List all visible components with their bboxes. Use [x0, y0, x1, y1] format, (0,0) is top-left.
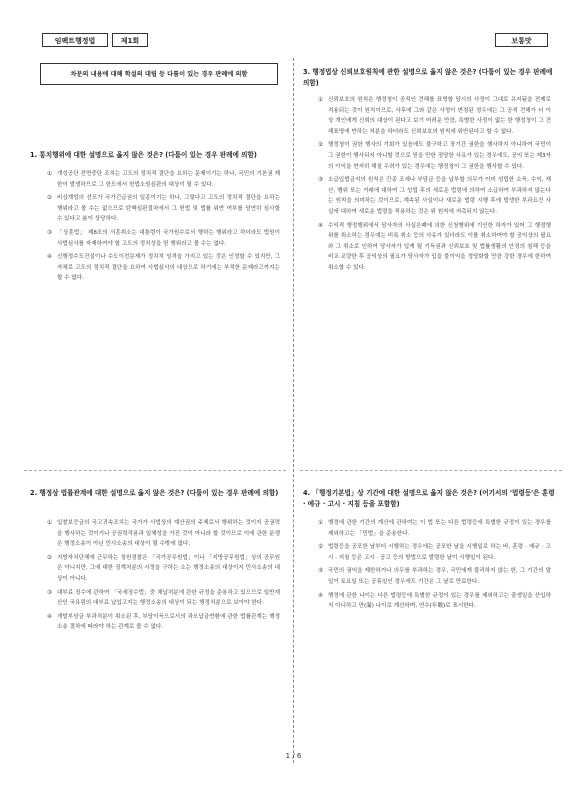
question-3-title: 3. 행정법상 신뢰보호원칙에 관한 설명으로 옳지 않은 것은? (다툼이 있는 경우 판례에 의함)	[303, 68, 553, 87]
round-label: 제1회	[112, 33, 148, 47]
question-4-option-2[interactable]	[318, 542, 551, 563]
question-1-option-2[interactable]	[47, 193, 280, 225]
question-1-option-4[interactable]	[47, 252, 280, 284]
column-divider	[293, 58, 294, 763]
option-number: ②	[47, 195, 53, 202]
option-number: ③	[47, 229, 53, 236]
question-1-title: 1. 통치행위에 대한 설명으로 옳지 않은 것은? (다툼이 있는 경우 판례에 의함)	[30, 151, 257, 159]
option-text: 국민의 권익을 제한하거나 의무를 부과하는 경우, 국민에게 불리하지 않는 한, 그 기간의 말일이 토요일 또는 공휴일인 경우에도 기간은 그 날로 만료한다.	[328, 568, 551, 585]
question-3-option-3[interactable]	[318, 175, 551, 217]
page-number: 1 / 6	[285, 752, 302, 760]
question-2-option-2[interactable]	[47, 553, 280, 585]
question-2-option-1[interactable]	[47, 518, 280, 550]
question-3-option-1[interactable]	[318, 95, 551, 137]
question-2-title: 2. 행정상 법률관계에 대한 설명으로 옳지 않은 것은? (다툼이 있는 경우 판례에 의함)	[30, 489, 279, 497]
option-text: 「상훈법」 제8조의 서훈취소는 대통령이 국가원수로서 행하는 행위라고 하더라도 법원이 사법심사를 자제하여야 할 고도의 정치성을 띤 행위라고 볼 수는 없다.	[57, 229, 280, 247]
option-number: ②	[318, 142, 324, 149]
question-3-option-2[interactable]	[318, 140, 551, 172]
option-number: ③	[318, 177, 324, 184]
instruction-box: 차문의 내용에 대해 학설의 대립 등 다툼이 있는 경우 판례에 의함	[40, 63, 278, 85]
difficulty-label: 보통맛	[495, 33, 548, 47]
right-row-divider	[300, 470, 562, 471]
question-1-option-1[interactable]	[47, 169, 280, 190]
left-row-divider	[24, 470, 286, 471]
option-text: 신행정수도건설이나 수도이전문제가 정치적 성격을 가지고 있는 것은 인정할 수 있지만, 그 자체로 고도의 정치적 결단을 요하여 사법심사의 대상으로 하기에는 부적한 문제라고까지는 할 수 없다.	[57, 254, 280, 282]
option-number: ④	[47, 613, 53, 620]
question-4-option-3[interactable]	[318, 566, 551, 587]
option-number: ①	[47, 171, 53, 177]
option-number: ③	[318, 568, 324, 575]
question-2-option-3[interactable]	[47, 588, 280, 609]
option-text: 비상계엄의 선포가 국가긴급권의 일종이기는 하나, 그렇다고 고도의 정치적 결단을 요하는 행위라고 볼 수는 없으므로 탄핵심판절차에서 그 헌법 및 법률 위반 여부를 당연히 심사할 수 있다고 봄이 상당하다.	[57, 195, 280, 223]
option-text: 행정에 관한 기간의 계산에 관하여는 이 법 또는 다른 법령등에 특별한 규정이 있는 경우를 제외하고는 「민법」을 준용한다.	[328, 520, 551, 537]
question-1-option-3[interactable]	[47, 228, 280, 249]
option-number: ④	[318, 222, 324, 229]
question-2-option-4[interactable]	[47, 612, 280, 633]
option-number: ③	[47, 589, 53, 596]
option-text: 개성공단 전면중단 조치는 고도의 정치적 결단을 요하는 문제이기는 하나, 국민의 기본권 제한이 발생하므로 그 한도에서 헌법소원심판의 대상이 될 수 있다.	[57, 171, 280, 188]
option-number: ④	[47, 254, 53, 261]
option-number: ②	[47, 554, 53, 561]
question-1-options	[47, 169, 280, 287]
option-text: 개발부담금 부과처분이 취소된 후, 부당이득으로서의 과오납금반환에 관한 법률관계는 행정소송 절차에 따라야 하는 관계로 볼 수 없다.	[57, 613, 280, 631]
option-text: 행정청이 권한 행사의 기회가 있음에도 불구하고 장기간 권한을 행사하지 아니하여 국민이 그 권한이 행사되지 아니할 것으로 믿을 만한 정당한 사유가 있는 경우에도, 공익 또는 제3자의 이익을 현저히 해칠 우려가 있는 경우에는 행정청이 그 권한을 행사할 수 있다.	[328, 142, 551, 170]
option-text: 법령등을 공포한 날부터 시행하는 경우에는 공포한 날을 시행일로 하는 바, 훈령 · 예규 · 고시 · 지침 등은 고시 · 공고 등의 방법으로 발령한 날이 시행일이 된다.	[328, 544, 551, 561]
option-text: 수익적 행정행위에서 당사자의 사실은폐에 의한 신청행위에 기인한 하자가 있어 그 행정행위를 취소하는 경우에는 비록 취소 등의 사유가 있더라도 이를 취소하여야 할 공익상의 필요와 그 취소로 인하여 당사자가 입게 될 기득권과 신뢰보호 및 법률생활의 안정의 침해 등을 비교·교량한 후 공익상의 필요가 당사자가 입을 불이익을 정당화할 만큼 강한 경우에 한하여 취소할 수 있다.	[328, 222, 551, 271]
option-number: ①	[318, 97, 324, 103]
option-text: 대부료 징수에 관하여 「국세징수법」중 체납처분에 관한 규정을 준용하고 있으므로 일반재산인 국유림의 대부료 납입고지는 행정소송의 대상이 되는 행정처분으로 보아야 한다.	[57, 589, 280, 607]
question-4-option-1[interactable]	[318, 518, 551, 539]
option-number: ①	[318, 520, 324, 526]
option-text: 행정에 관한 나이는 다른 법령등에 특별한 규정이 있는 경우를 제외하고는 출생일을 산입하지 아니하고 만(滿) 나이로 계산하며, 연수(年數)로 표시한다.	[328, 592, 551, 610]
option-number: ②	[318, 544, 324, 551]
option-text: 입찰보증금의 국고귀속조치는 국가가 사법상의 재산권의 주체로서 행위하는 것이지 공권력을 행사하는 것이거나 공권력작용과 일체성을 가진 것이 아니라 할 것이므로 이에 관한 분쟁은 행정소송이 아닌 민사소송의 대상이 될 수밖에 없다.	[57, 520, 280, 548]
question-4-options	[318, 518, 551, 615]
option-number: ①	[47, 520, 53, 526]
option-text: 소급입법금지의 원칙은 간종 조세나 부담금 등을 납부할 의무가 이미 성립한 소득, 수익, 재산, 행위 또는 거래에 대하여 그 성립 후의 새로운 법령에 의하여 소급하여 부과하지 않는다는 원칙을 의미하는 것이므로, 계속된 사실이나 새로운 법령 시행 후에 발생한 부과요건 사실에 대하여 새로운 법령을 적용하는 것은 위 원칙에 저촉되지 않는다.	[328, 177, 551, 215]
question-4-option-4[interactable]	[318, 591, 551, 612]
question-3-options	[318, 95, 551, 277]
question-4-title: 4. 「행정기본법」상 기간에 대한 설명으로 옳지 않은 것은? (어기서의 '법령등'은 훈령 · 예규 · 고시 · 지침 등을 포함함)	[303, 489, 555, 508]
option-text: 지방자치단체에 근무하는 청원경찰은 「국가공무원법」이나 「지방공무원법」상의 공무원은 아니지만, 그에 대한 징계처분의 시정을 구하는 소는 행정소송의 대상이지 민사소송의 대상이 아니다.	[57, 554, 280, 582]
question-2-options	[47, 518, 280, 636]
question-3-option-4[interactable]	[318, 221, 551, 274]
option-number: ④	[318, 592, 324, 599]
option-text: 신뢰보호의 원칙은 행정청이 공적인 견해를 표명할 당시의 사정이 그대로 유지됨을 전제로 적용되는 것이 원칙이므로, 사후에 그와 같은 사정이 변경된 경우에는 그 공적 견해가 더 이상 개인에게 신뢰의 대상이 된다고 보기 어려운 만큼, 특별한 사정이 없는 한 행정청이 그 견해표명에 반하는 처분을 하더라도 신뢰보호의 원칙에 위반된다고 할 수 없다.	[328, 97, 551, 135]
subject-label: 임팩트행정법	[42, 33, 108, 47]
